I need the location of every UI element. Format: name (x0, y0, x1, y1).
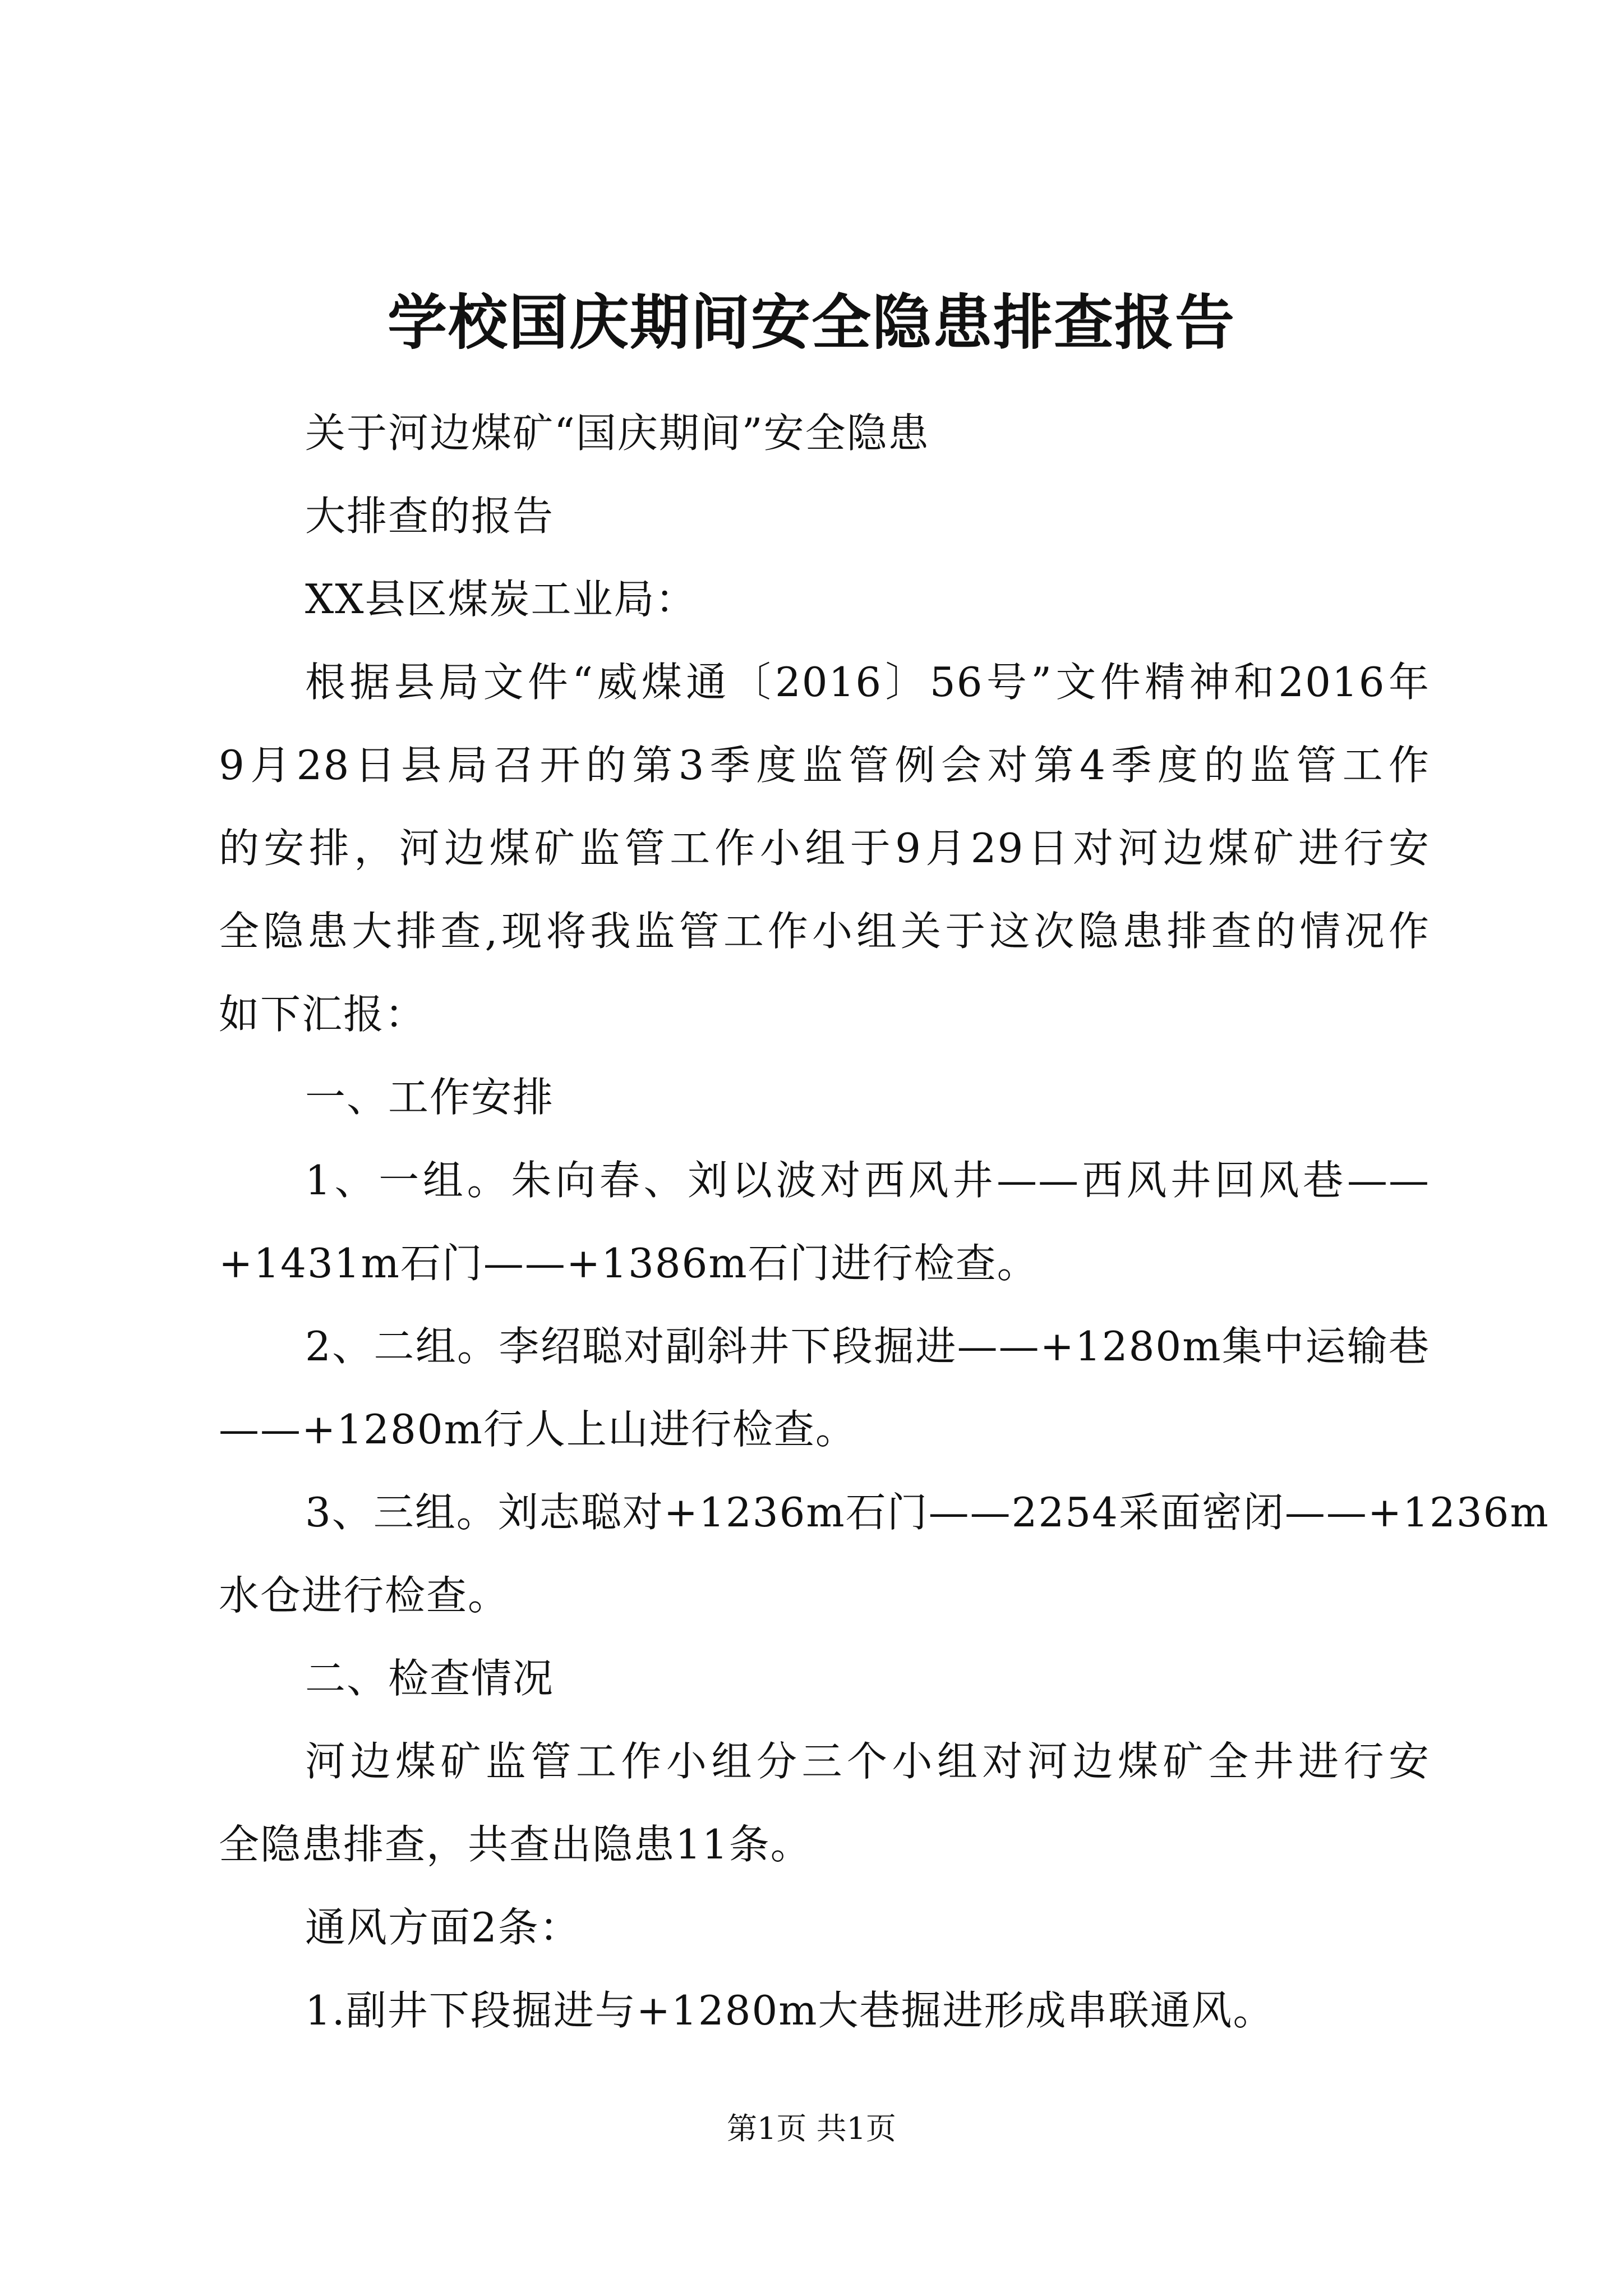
paragraph-line: 2、二组。李绍聪对副斜井下段掘进——+1280m集中运输巷 (305, 1323, 1430, 1370)
paragraph-line: 全隐患大排查,现将我监管工作小组关于这次隐患排查的情况作 (219, 908, 1430, 955)
addressee-line: XX县区煤炭工业局： (305, 576, 697, 623)
paragraph-line: 3、三组。刘志聪对+1236m石门——2254采面密闭——+1236m (305, 1489, 1550, 1536)
paragraph-line: 如下汇报： (219, 991, 427, 1038)
paragraph-line: 的安排，河边煤矿监管工作小组于9月29日对河边煤矿进行安 (219, 825, 1430, 872)
paragraph-line: +1431m石门——+1386m石门进行检查。 (219, 1240, 1039, 1287)
section-heading-line: 一、工作安排 (305, 1074, 555, 1121)
paragraph-line: 水仓进行检查。 (219, 1572, 510, 1619)
group-two-paragraph (219, 1305, 1430, 1471)
page-footer: 第1页 共1页 (727, 2111, 896, 2146)
paragraph-line: 河边煤矿监管工作小组分三个小组对河边煤矿全井进行安 (305, 1738, 1430, 1785)
paragraph-line: 1、一组。朱向春、刘以波对西风井——西风井回风巷—— (305, 1157, 1430, 1204)
paragraph-line: 全隐患排查，共查出隐患11条。 (219, 1821, 812, 1868)
subtitle-paragraph (219, 392, 1430, 475)
addressee-paragraph (219, 558, 1430, 641)
subtitle-paragraph-2 (219, 475, 1430, 558)
paragraph-line: 通风方面2条： (305, 1904, 581, 1951)
document-title: 学校国庆期间安全隐患排查报告 (388, 287, 1235, 357)
group-one-paragraph (219, 1139, 1430, 1305)
inspection-paragraph (219, 1720, 1430, 1886)
ventilation-paragraph (219, 1886, 1430, 1969)
section-heading-2 (219, 1637, 1430, 1720)
section-heading-line: 二、检查情况 (305, 1655, 555, 1702)
paragraph-line: ——+1280m行人上山进行检查。 (219, 1406, 857, 1453)
subtitle-line: 大排查的报告 (305, 493, 555, 540)
subtitle-line: 关于河边煤矿“国庆期间”安全隐患 (305, 409, 930, 457)
item-paragraph (219, 1969, 1430, 2052)
intro-paragraph (219, 641, 1430, 1056)
paragraph-line: 1.副井下段掘进与+1280m大巷掘进形成串联通风。 (305, 1987, 1275, 2034)
paragraph-line: 根据县局文件“威煤通〔2016〕56号”文件精神和2016年 (305, 659, 1430, 706)
section-heading (219, 1056, 1430, 1139)
paragraph-line: 9月28日县局召开的第3季度监管例会对第4季度的监管工作 (219, 742, 1430, 789)
group-three-paragraph (219, 1471, 1550, 1637)
